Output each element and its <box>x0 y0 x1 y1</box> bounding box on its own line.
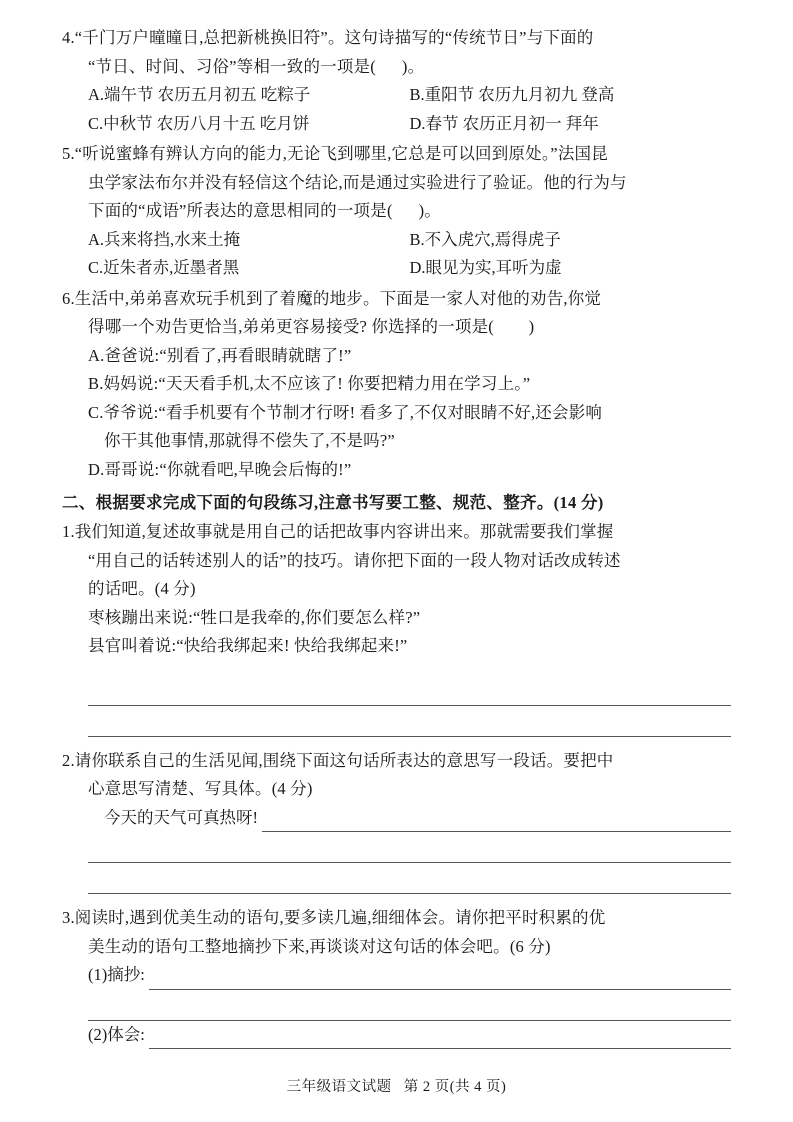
answer-line-1a[interactable] <box>88 675 731 706</box>
question-5-line-2: 虫学家法布尔并没有轻信这个结论,而是通过实验进行了验证。他的行为与 <box>88 172 627 192</box>
section-2-item-2 <box>62 747 731 895</box>
question-4-line-1: 4.“千门万户曈曈日,总把新桃换旧符”。这句诗描写的“传统节日”与下面的 <box>62 28 594 47</box>
section-2-item-1-line-3: 的话吧。(4 分) <box>88 579 196 598</box>
question-5-options-row-1 <box>62 226 731 255</box>
section-2-item-3-sub-1-label: (1)摘抄: <box>88 965 145 984</box>
section-2-item-2-line-1: 2.请你联系自己的生活见闻,围绕下面这句话所表达的意思写一段话。要把中 <box>62 750 614 770</box>
section-2-item-3-line-2: 美生动的语句工整地摘抄下来,再谈谈对这句话的体会吧。(6 分) <box>88 936 551 956</box>
question-6-line-2: 得哪一个劝告更恰当,弟弟更容易接受? 你选择的一项是( ) <box>88 317 535 336</box>
question-5-line-3: 下面的“成语”所表达的意思相同的一项是( )。 <box>88 201 441 220</box>
question-4 <box>62 24 731 138</box>
question-5 <box>62 140 731 283</box>
question-5-option-b[interactable]: B.不入虎穴,焉得虎子 <box>409 229 561 249</box>
section-2-item-3-sub-2-row <box>62 1021 731 1050</box>
section-2-item-3-sub-2-label: (2)体会: <box>88 1024 145 1044</box>
question-4-option-c[interactable]: C.中秋节 农历八月十五 吃月饼 <box>88 113 310 133</box>
question-6-option-c-cont: 你干其他事情,那就得不偿失了,不是吗?” <box>104 431 395 450</box>
question-4-option-d[interactable]: D.春节 农历正月初一 拜年 <box>409 113 599 133</box>
answer-line-2a[interactable] <box>262 809 731 832</box>
answer-line-2c[interactable] <box>88 863 731 894</box>
question-5-options-row-2 <box>62 254 731 283</box>
answer-line-1b[interactable] <box>88 706 731 737</box>
answer-line-3a[interactable] <box>149 967 731 990</box>
question-4-option-b[interactable]: B.重阳节 农历九月初九 登高 <box>409 85 615 104</box>
question-5-option-a[interactable]: A.兵来将挡,水来土掩 <box>88 229 241 249</box>
section-2-title: 二、根据要求完成下面的句段练习,注意书写要工整、规范、整齐。(14 分) <box>62 493 604 512</box>
answer-line-3b[interactable] <box>88 990 731 1021</box>
section-2-item-1-quote-1: 枣核蹦出来说:“牲口是我牵的,你们要怎么样?” <box>88 607 421 627</box>
section-2-item-2-line-2: 心意思写清楚、写具体。(4 分) <box>88 779 313 798</box>
answer-line-2b[interactable] <box>88 832 731 863</box>
question-6-option-c[interactable]: C.爷爷说:“看手机要有个节制才行呀! 看多了,不仅对眼睛不好,还会影响 <box>88 402 603 422</box>
section-2-item-1 <box>62 518 731 737</box>
question-4-options-row-1 <box>62 81 731 110</box>
question-4-options-row-2 <box>62 110 731 139</box>
question-5-option-d[interactable]: D.眼见为实,耳听为虚 <box>409 258 562 277</box>
section-2-item-1-line-1: 1.我们知道,复述故事就是用自己的话把故事内容讲出来。那就需要我们掌握 <box>62 522 614 541</box>
footer-subject: 三年级语文试题 <box>286 1079 392 1095</box>
section-2-item-3-sub-1-row <box>62 961 731 990</box>
question-6 <box>62 285 731 485</box>
section-2-item-2-prompt: 今天的天气可真热呀! <box>104 807 258 827</box>
section-2-item-1-quote-2: 县官叫着说:“快给我绑起来! 快给我绑起来!” <box>88 636 408 655</box>
footer-page-number: 第 2 页(共 4 页) <box>403 1079 507 1095</box>
question-5-option-c[interactable]: C.近朱者赤,近墨者黑 <box>88 258 240 277</box>
question-4-line-2: “节日、时间、习俗”等相一致的一项是( )。 <box>88 56 425 76</box>
question-6-option-a[interactable]: A.爸爸说:“别看了,再看眼睛就瞎了!” <box>88 345 352 365</box>
question-5-line-1: 5.“听说蜜蜂有辨认方向的能力,无论飞到哪里,它总是可以回到原处。”法国昆 <box>62 144 608 163</box>
question-6-option-b[interactable]: B.妈妈说:“天天看手机,太不应该了! 你要把精力用在学习上。” <box>88 374 531 393</box>
section-2-item-2-prompt-row <box>62 804 731 833</box>
section-2-item-3 <box>62 904 731 1049</box>
section-2-item-1-line-2: “用自己的话转述别人的话”的技巧。请你把下面的一段人物对话改成转述 <box>88 550 621 570</box>
question-4-option-a[interactable]: A.端午节 农历五月初五 吃粽子 <box>88 85 311 104</box>
answer-line-3c[interactable] <box>149 1026 731 1049</box>
page-footer <box>0 1075 793 1096</box>
section-2-item-3-line-1: 3.阅读时,遇到优美生动的语句,要多读几遍,细细体会。请你把平时积累的优 <box>62 908 606 927</box>
question-6-option-d[interactable]: D.哥哥说:“你就看吧,早晚会后悔的!” <box>88 459 352 479</box>
question-6-line-1: 6.生活中,弟弟喜欢玩手机到了着魔的地步。下面是一家人对他的劝告,你觉 <box>62 288 602 308</box>
